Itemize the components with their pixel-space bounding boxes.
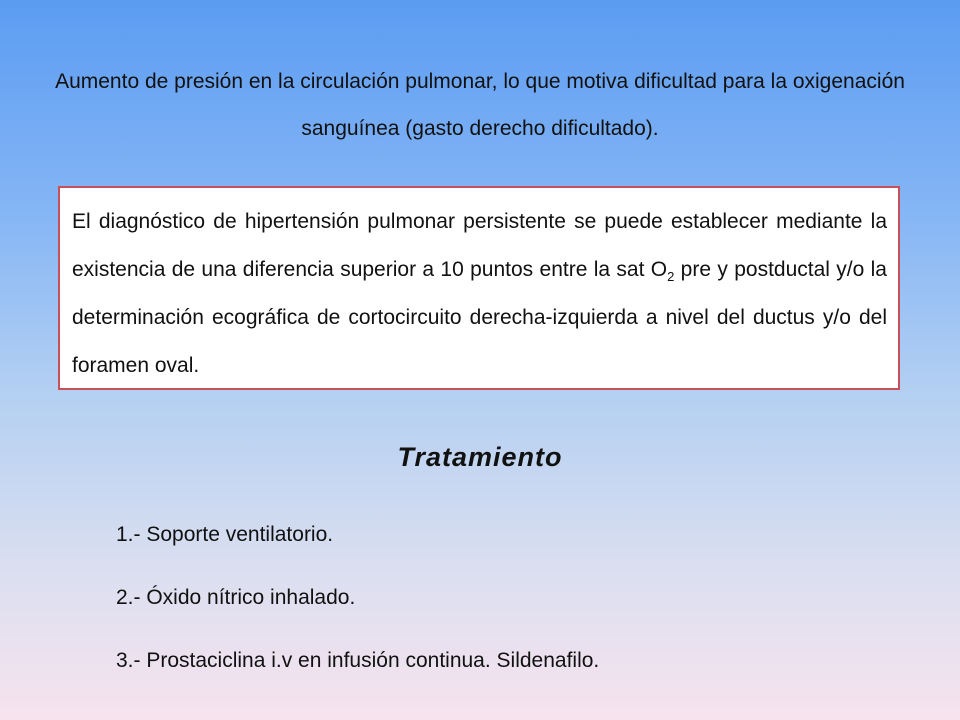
treatment-list: [116, 517, 599, 706]
diagnosis-box: [58, 186, 900, 390]
treatment-title: Tratamiento: [397, 442, 563, 472]
intro-paragraph: Aumento de presión en la circulación pulmonar, lo que motiva dificultad para la oxigenación sanguínea (gasto derecho dificultado).: [55, 70, 905, 140]
treatment-item: 1.- Soporte ventilatorio.: [116, 523, 334, 546]
oxygen-subscript: 2: [667, 269, 675, 285]
diagnosis-text-part-1: El diagnóstico de hipertensión pulmonar persistente se puede establecer mediante la existencia de una diferencia superior a 10 puntos entre la sat O: [72, 210, 887, 281]
diagnosis-text-part-2: pre y postductal y/o la determinación ecográfica de cortocircuito derecha-izquierda a nivel del ductus y/o del foramen oval.: [72, 258, 887, 377]
treatment-item: 2.- Óxido nítrico inhalado.: [116, 586, 356, 609]
treatment-item: 3.- Prostaciclina i.v en infusión continua. Sildenafilo.: [116, 649, 600, 672]
